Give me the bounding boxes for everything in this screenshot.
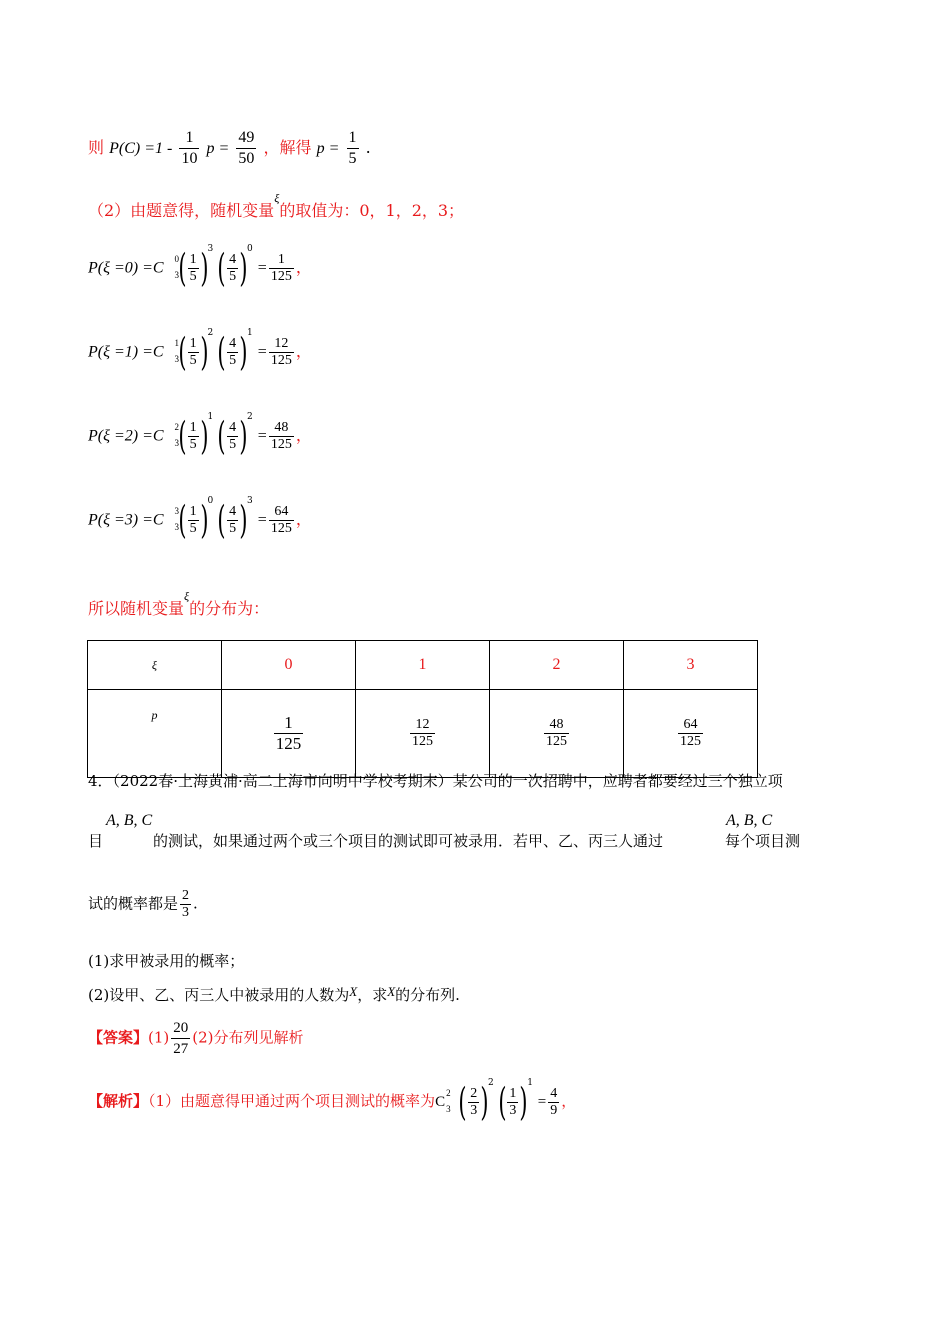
- table-cell: 1: [356, 641, 490, 690]
- q4-abc: A, B, C: [106, 812, 153, 829]
- table-cell: $\frac{64}{125}$: [624, 690, 758, 778]
- q4-line3: 试的概率都是 $\frac{2}{3}$ .: [88, 888, 198, 920]
- table-row: [88, 690, 758, 778]
- text: ，解得: [263, 138, 312, 157]
- xi-symbol: ξ: [274, 191, 280, 205]
- expr: p =: [206, 140, 230, 157]
- answer-line: 【答案】(1) $\frac{20}{27}$ (2)分布列见解析: [88, 1020, 304, 1057]
- table-cell: 3: [624, 641, 758, 690]
- table-head-label: ξ: [88, 641, 222, 690]
- text: 的取值为：0，1，2，3；: [279, 201, 465, 220]
- fraction: $\frac{49}{50}$: [238, 129, 255, 167]
- q4-abc-2: A, B, C: [726, 812, 773, 829]
- table-cell: $\frac{48}{125}$: [490, 690, 624, 778]
- table-cell: 2: [490, 641, 624, 690]
- line-p-c: [88, 128, 371, 169]
- fraction: $\frac{1}{5}$: [348, 129, 357, 167]
- line-xi-values: [88, 191, 465, 221]
- text: （2）由题意得，随机变量: [88, 201, 275, 220]
- table-cell: $\frac{1}{125}$: [222, 690, 356, 778]
- analysis-line: 【解析】（1）由题意得甲通过两个项目测试的概率为C 2 3 ( $\frac{2}{3}$ )$^2$ ( $\frac{1}{3}$ )$^1$ = $\frac{4}{9}$ ，: [88, 1078, 577, 1124]
- prob-line-2: P(ξ =2) =C 2 3 ( $\frac{1}{5}$ )$^1$ ( $\frac{4}{5}$ )$^2$ = $\frac{48}{125}$ ，: [88, 412, 312, 458]
- q4-sub2: (2)设甲、乙、丙三人中被录用的人数为X，求X的分布列.: [88, 984, 460, 1004]
- dist-title: 所以随机变量$^\xi$的分布为：: [88, 589, 270, 618]
- prob-line-1: P(ξ =1) =C 1 3 ( $\frac{1}{5}$ )$^2$ ( $\frac{4}{5}$ )$^1$ = $\frac{12}{125}$ ，: [88, 328, 312, 374]
- prob-line-0: P(ξ =0) =C 0 3 ( $\frac{1}{5}$ )$^3$ ( $\frac{4}{5}$ )$^0$ = $\frac{1}{125}$ ，: [88, 244, 312, 290]
- expr: P(C) =1 -: [109, 140, 173, 157]
- table-row: [88, 641, 758, 690]
- table-cell: 0: [222, 641, 356, 690]
- q4-sub1: (1)求甲被录用的概率；: [88, 952, 245, 970]
- text: 则: [88, 138, 105, 157]
- prob-line-3: P(ξ =3) =C 3 3 ( $\frac{1}{5}$ )$^0$ ( $\frac{4}{5}$ )$^3$ = $\frac{64}{125}$ ，: [88, 496, 312, 542]
- q4-line1: 4．（2022春·上海黄浦·高二上海市向明中学校考期末）某公司的一次招聘中，应聘者都要经过三个独立项: [88, 772, 783, 790]
- expr: p =: [316, 140, 340, 157]
- table-row-label: p: [88, 690, 222, 778]
- text: .: [365, 138, 371, 157]
- q4-line2: 目 的测试，如果通过两个或三个项目的测试即可被录用．若甲、乙、丙三人通过 每个项目测: [88, 832, 801, 850]
- distribution-table: [87, 640, 758, 778]
- table-cell: $\frac{12}{125}$: [356, 690, 490, 778]
- fraction: $\frac{1}{10}$: [181, 129, 198, 167]
